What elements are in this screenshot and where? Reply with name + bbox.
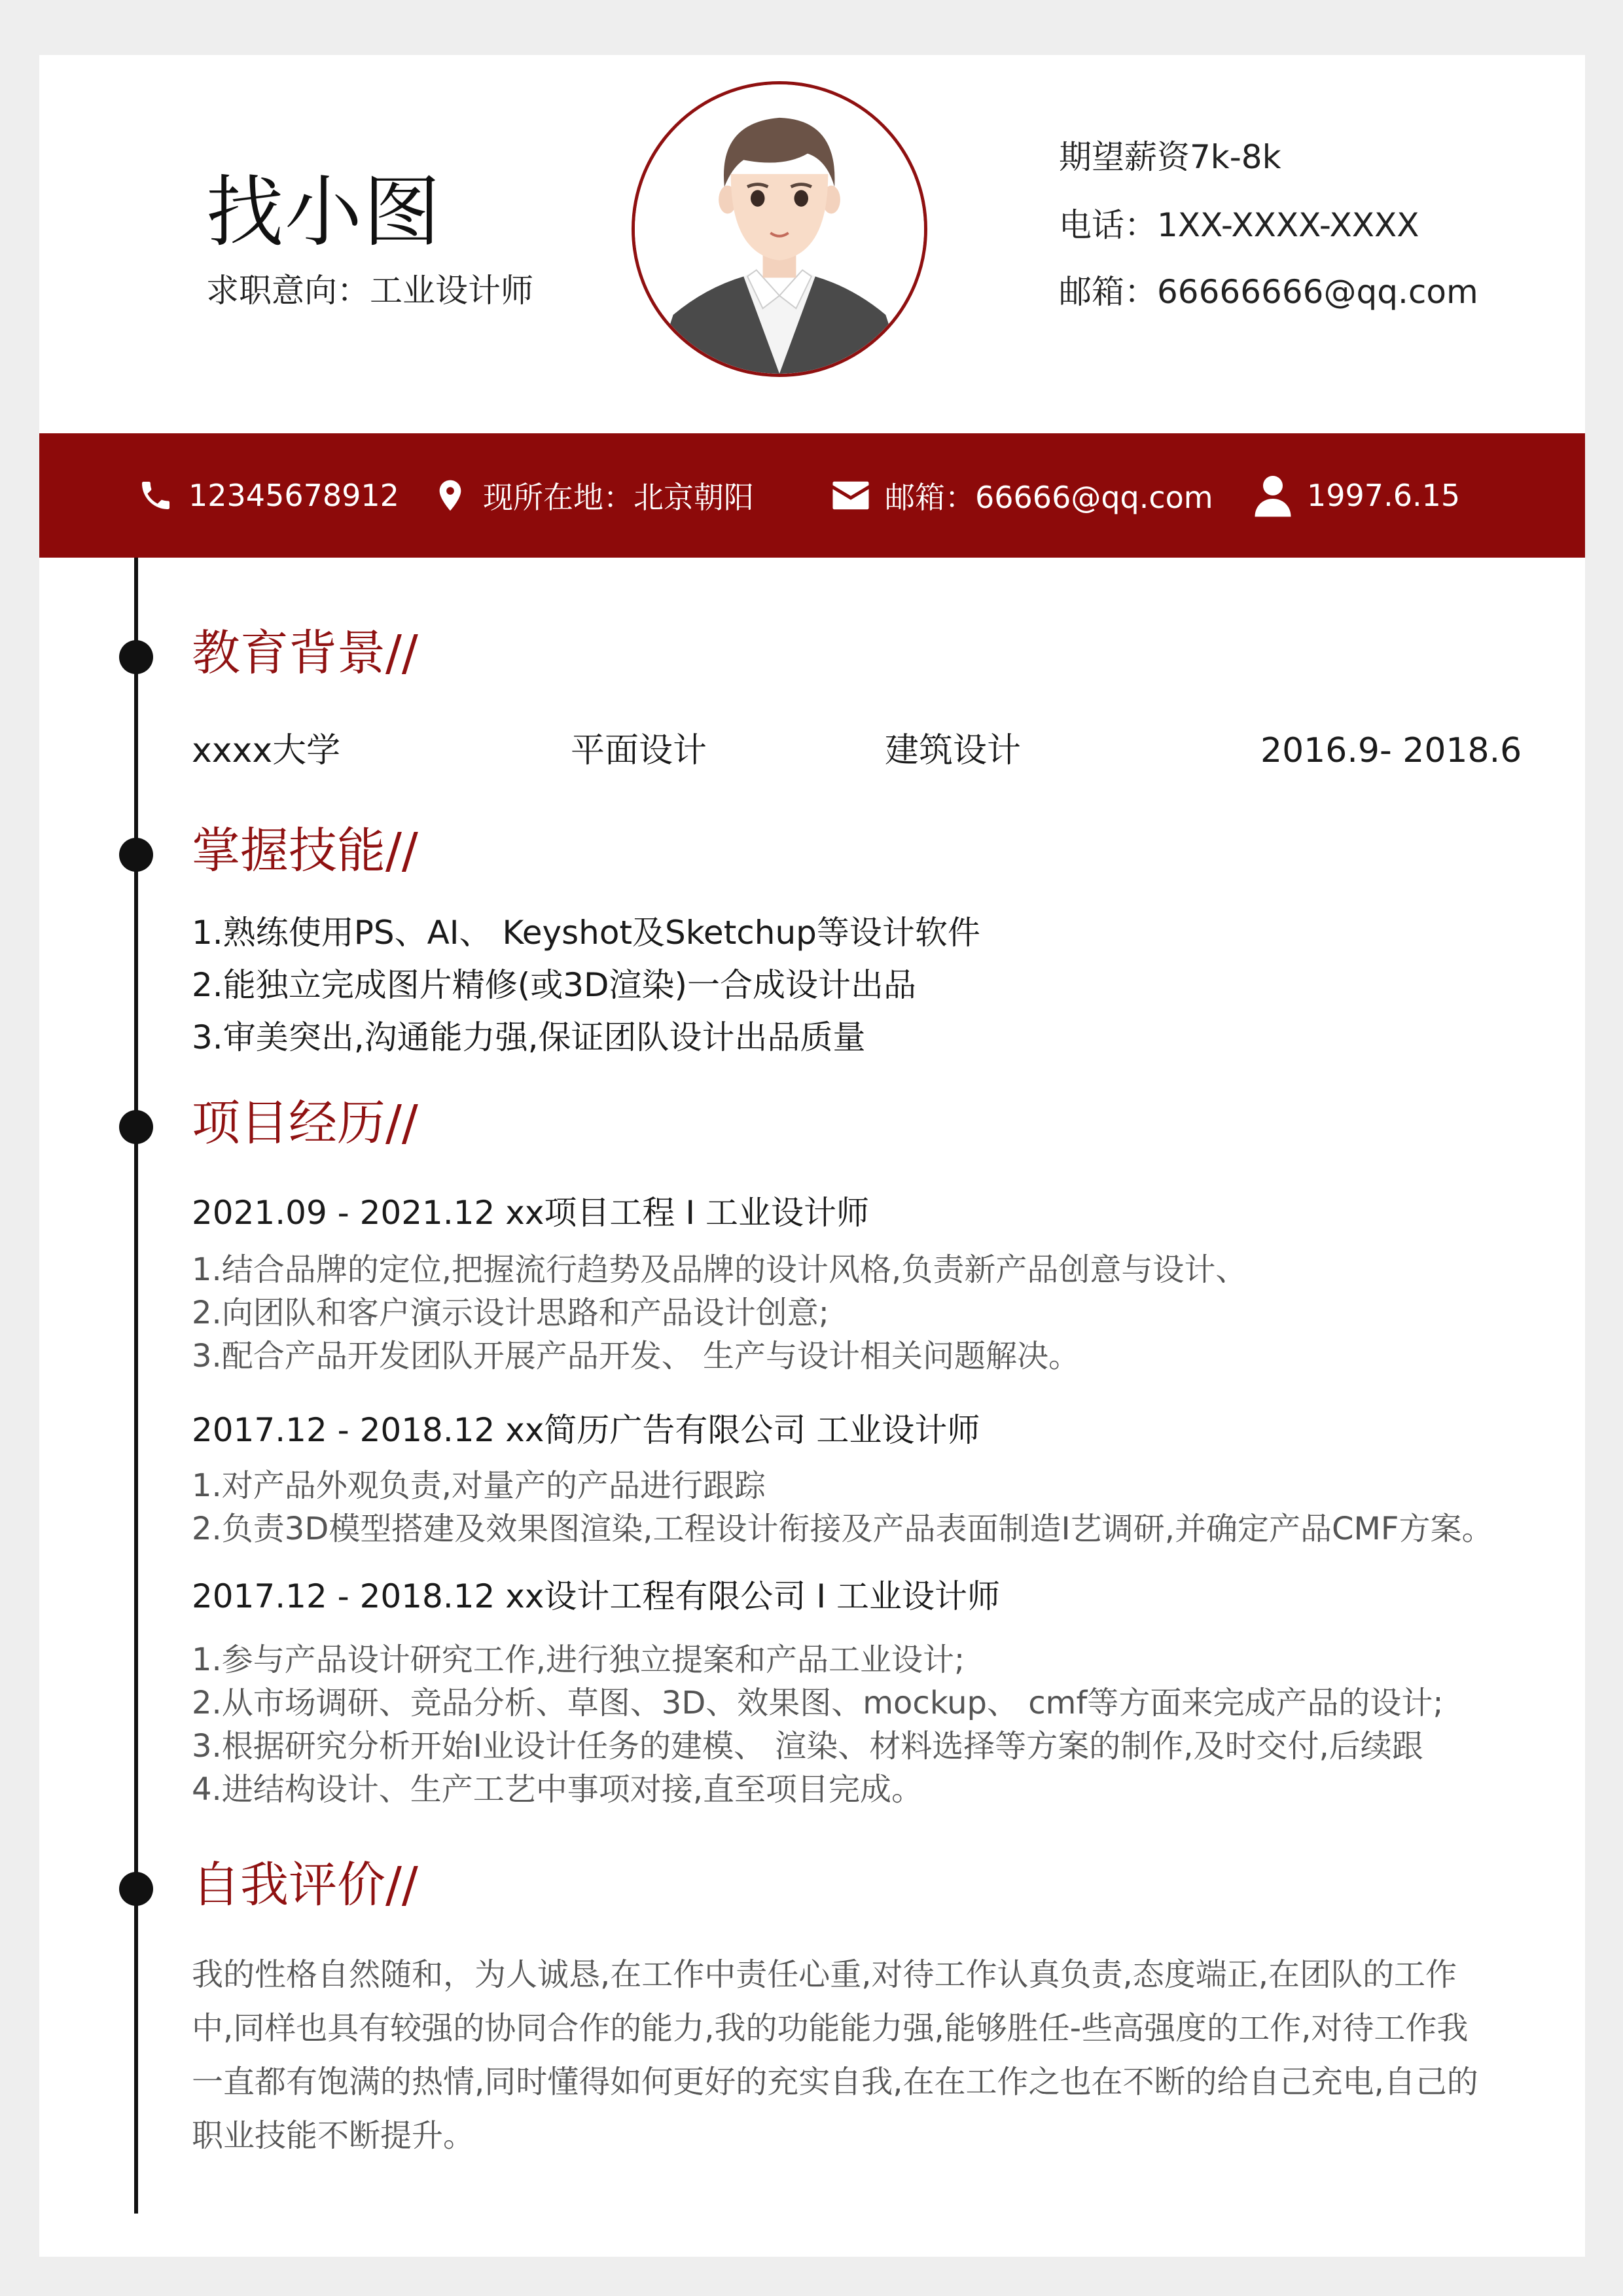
location-pin-icon bbox=[432, 476, 469, 515]
education-major: 平面设计 bbox=[571, 731, 707, 770]
skill-item: 3.审美突出,沟通能力强,保证团队设计出品质量 bbox=[192, 1018, 866, 1056]
project-line: 4.进结构设计、生产工艺中事项对接,直至项目完成。 bbox=[192, 1771, 923, 1808]
self-eval-line: 一直都有饱满的热情,同时懂得如何更好的充实自我,在在工作之也在不断的给自己充电,自己的 bbox=[192, 2064, 1478, 2100]
avatar-illustration bbox=[635, 84, 924, 374]
education-school: xxxx大学 bbox=[192, 731, 341, 770]
avatar bbox=[632, 81, 927, 377]
project-heading: 2017.12 - 2018.12 xx简历广告有限公司 工业设计师 bbox=[192, 1411, 980, 1449]
contact-phone-text: 12345678912 bbox=[188, 478, 399, 513]
contact-bar bbox=[39, 433, 1585, 558]
project-heading: 2021.09 - 2021.12 xx项目工程 I 工业设计师 bbox=[192, 1194, 869, 1232]
project-heading: 2017.12 - 2018.12 xx设计工程有限公司 I 工业设计师 bbox=[192, 1577, 1000, 1615]
timeline-dot bbox=[119, 1872, 153, 1906]
skills-title: 掌握技能// bbox=[192, 823, 418, 879]
timeline-line bbox=[134, 558, 138, 2214]
education-title: 教育背景// bbox=[192, 625, 418, 681]
timeline-dot bbox=[119, 640, 153, 674]
self-eval-title: 自我评价// bbox=[192, 1857, 418, 1913]
expected-salary: 期望薪资7k-8k bbox=[1059, 138, 1281, 176]
projects-title: 项目经历// bbox=[192, 1095, 418, 1151]
project-line: 3.根据研究分析开始I业设计任务的建模、 渲染、材料选择等方案的制作,及时交付,后续跟 bbox=[192, 1728, 1423, 1765]
project-line: 1.对产品外观负责,对量产的产品进行跟踪 bbox=[192, 1467, 766, 1504]
skill-item: 2.能独立完成图片精修(或3D渲染)一合成设计出品 bbox=[192, 966, 917, 1004]
job-intent: 求职意向：工业设计师 bbox=[206, 272, 533, 310]
contact-email bbox=[831, 433, 1213, 558]
skill-item: 1.熟练使用PS、AI、 Keyshot及Sketchup等设计软件 bbox=[192, 914, 980, 952]
email-line: 邮箱：66666666@qq.com bbox=[1059, 273, 1478, 311]
resume-page bbox=[39, 55, 1585, 2257]
phone-line: 电话：1XX-XXXX-XXXX bbox=[1059, 206, 1419, 244]
candidate-name: 找小图 bbox=[206, 167, 442, 257]
education-major-2: 建筑设计 bbox=[885, 731, 1022, 770]
person-icon bbox=[1253, 474, 1293, 517]
self-eval-line: 职业技能不断提升。 bbox=[192, 2117, 475, 2154]
contact-birthday bbox=[1253, 433, 1460, 558]
envelope-icon bbox=[831, 480, 870, 511]
contact-phone bbox=[137, 433, 399, 558]
project-line: 2.从市场调研、竞品分析、草图、3D、效果图、mockup、 cmf等方面来完成产品的设计; bbox=[192, 1685, 1444, 1721]
project-line: 3.配合产品开发团队开展产品开发、 生产与设计相关问题解决。 bbox=[192, 1338, 1080, 1374]
self-eval-text bbox=[192, 1948, 1553, 2162]
self-eval-line: 中,同样也具有较强的协同合作的能力,我的功能能力强,能够胜任-些高强度的工作,对待工作我 bbox=[192, 2010, 1469, 2047]
timeline-dot bbox=[119, 1110, 153, 1144]
project-line: 2.负责3D模型搭建及效果图渲染,工程设计衔接及产品表面制造I艺调研,并确定产品CMF方案。 bbox=[192, 1511, 1493, 1547]
contact-email-text: 邮箱：66666@qq.com bbox=[885, 480, 1213, 515]
project-line: 1.参与产品设计研究工作,进行独立提案和产品工业设计; bbox=[192, 1641, 965, 1678]
education-period: 2016.9- 2018.6 bbox=[1260, 731, 1522, 770]
contact-location-text: 现所在地：北京朝阳 bbox=[483, 480, 754, 515]
phone-icon bbox=[137, 477, 174, 514]
project-line: 2.向团队和客户演示设计思路和产品设计创意; bbox=[192, 1295, 829, 1331]
self-eval-line: 我的性格自然随和，为人诚恳,在工作中责任心重,对待工作认真负责,态度端正,在团队的工作 bbox=[192, 1956, 1457, 1993]
project-line: 1.结合品牌的定位,把握流行趋势及品牌的设计风格,负责新产品创意与设计、 bbox=[192, 1251, 1247, 1288]
contact-birthday-text: 1997.6.15 bbox=[1307, 478, 1461, 513]
timeline-dot bbox=[119, 838, 153, 872]
contact-location bbox=[432, 433, 754, 558]
